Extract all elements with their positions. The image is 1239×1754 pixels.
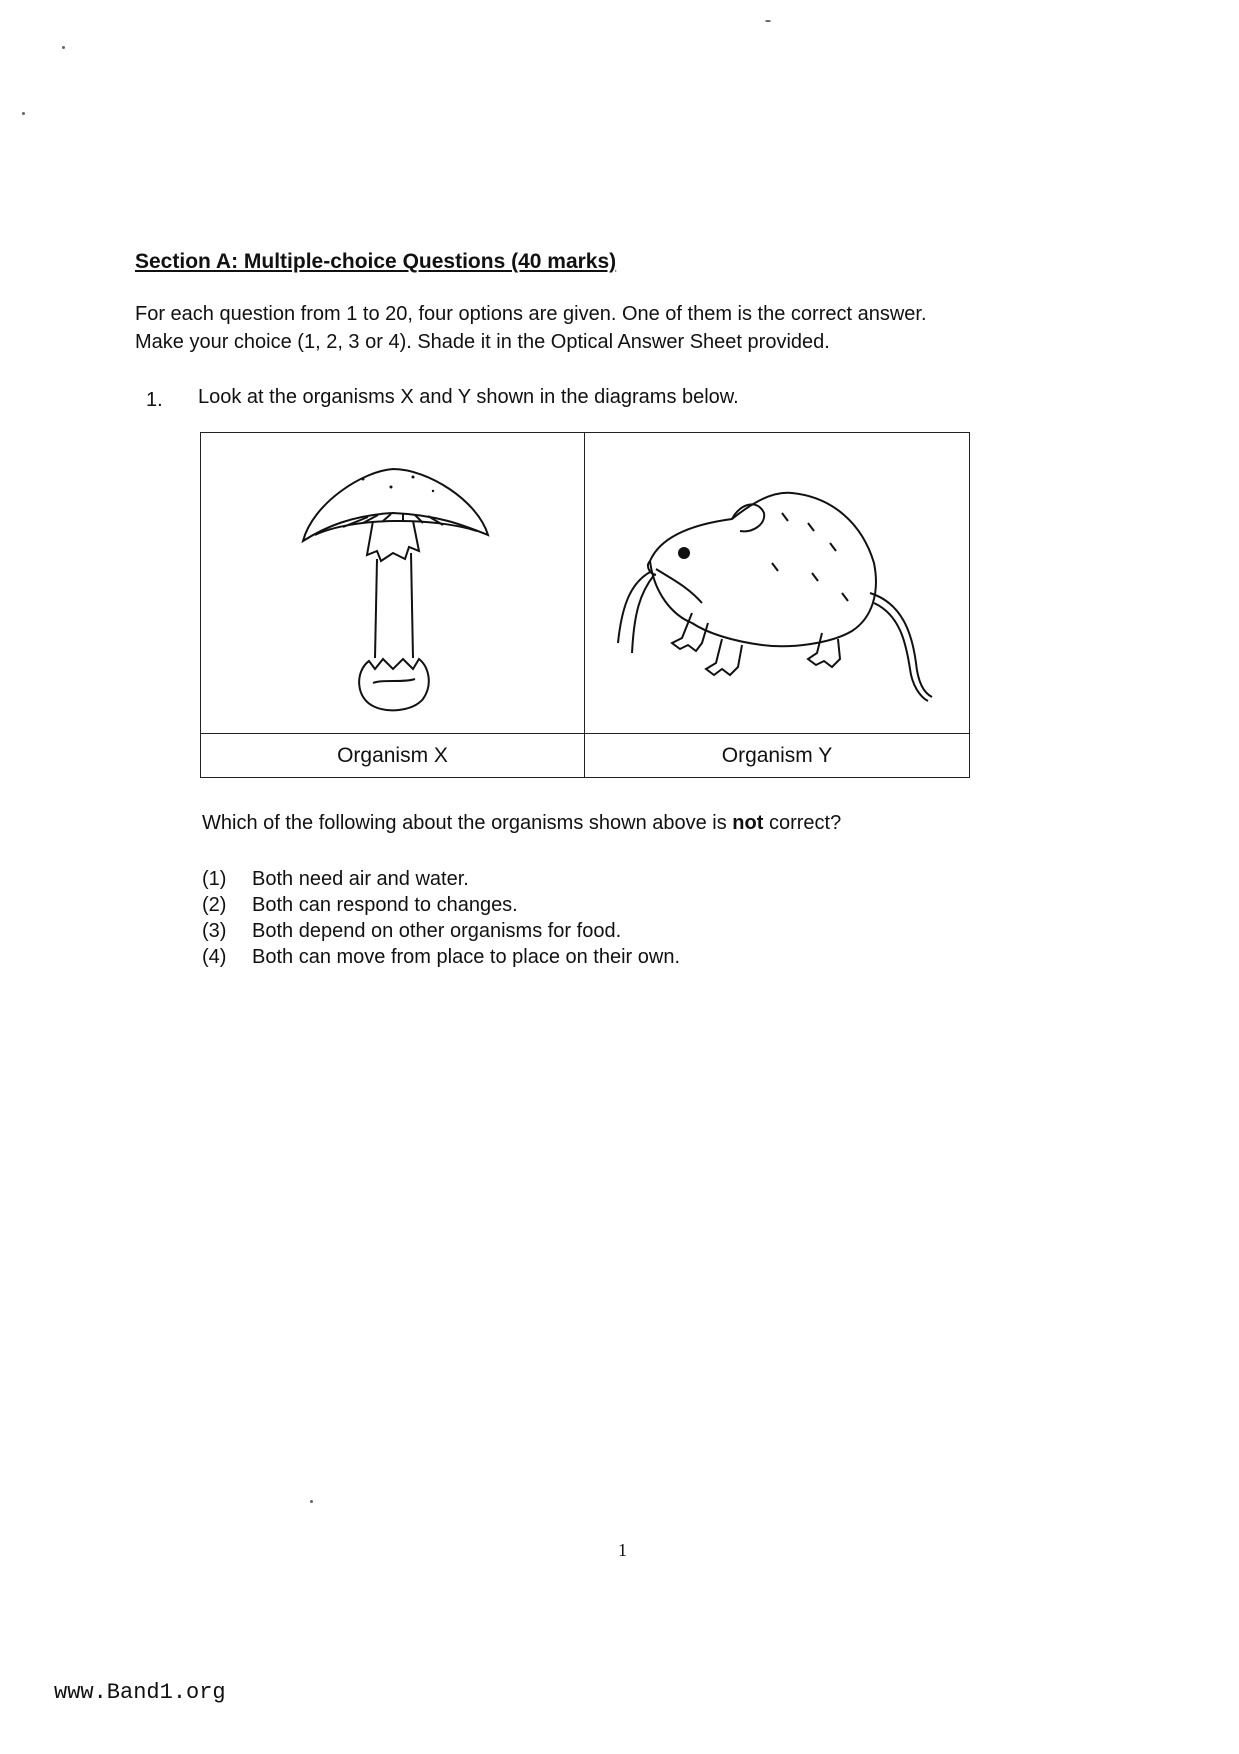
instructions-line-2: Make your choice (1, 2, 3 or 4). Shade it in the Optical Answer Sheet provided. (135, 331, 830, 353)
page-number: 1 (618, 1540, 627, 1560)
instructions-line-1: For each question from 1 to 20, four options are given. One of them is the correct answer. (135, 303, 927, 325)
option-number: (1) (202, 868, 227, 890)
question-prompt-end: correct? (763, 812, 842, 834)
option-text: Both can respond to changes. (252, 894, 518, 916)
option-text: Both can move from place to place on their own. (252, 946, 681, 968)
question-prompt-start: Which of the following about the organisms shown above is (202, 812, 733, 834)
answer-option-4 (202, 944, 680, 970)
question-prompt-emphasis: not (732, 812, 764, 834)
option-number: (4) (202, 946, 227, 968)
option-number: (2) (202, 894, 227, 916)
organism-x-cell (201, 433, 585, 733)
option-text: Both depend on other organisms for food. (252, 920, 622, 942)
rat-illustration (612, 453, 942, 713)
scan-speck (22, 112, 25, 115)
organism-y-cell (585, 433, 969, 733)
footer-url: www.Band1.org (54, 1680, 226, 1705)
section-title: Section A: Multiple-choice Questions (40 marks) (135, 250, 617, 273)
option-number: (3) (202, 920, 227, 942)
mushroom-illustration (263, 443, 523, 723)
organism-label-row (201, 733, 969, 778)
option-text: Both need air and water. (252, 868, 469, 890)
question-number: 1. (146, 389, 163, 411)
answer-options (202, 866, 680, 970)
answer-option-2 (202, 892, 680, 918)
scan-speck (310, 1500, 313, 1503)
organism-figure-table (200, 432, 970, 778)
rat-eye (678, 547, 690, 559)
scan-speck (765, 20, 771, 22)
question-prompt (202, 812, 841, 835)
organism-x-label: Organism X (201, 734, 585, 778)
answer-option-3 (202, 918, 680, 944)
question-stem: Look at the organisms X and Y shown in the diagrams below. (198, 386, 739, 408)
organism-y-label: Organism Y (721, 744, 833, 767)
instructions (135, 300, 1115, 356)
scan-speck (62, 46, 65, 49)
answer-option-1 (202, 866, 680, 892)
